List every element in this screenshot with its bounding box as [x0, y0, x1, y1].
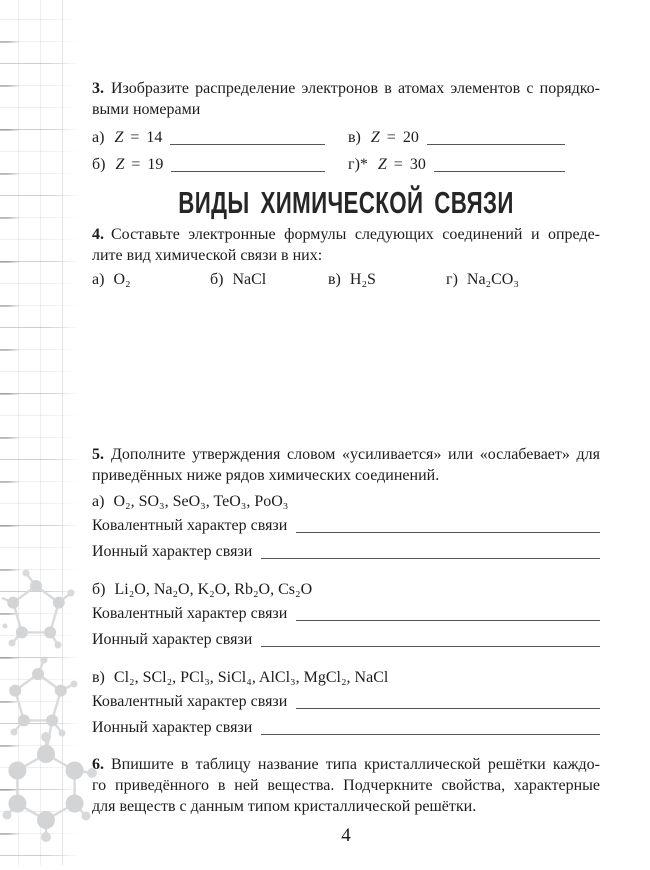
answer-blank-line: [171, 171, 325, 172]
section-heading: [92, 185, 600, 220]
covalent-row: [92, 601, 600, 627]
ionic-row: [92, 539, 600, 565]
ionic-row: [92, 715, 600, 741]
exercise-4-paragraph-line-2: лите вид химической связи в них:: [92, 247, 323, 264]
exercise-3-number: 3.: [92, 80, 104, 97]
exercise-4-text-1: Составьте электронные формулы следующих соединений и опреде-: [111, 226, 600, 243]
equals-sign: =: [130, 129, 140, 146]
z-value: 20: [402, 129, 419, 146]
writing-space: [92, 292, 600, 444]
item-label: а): [92, 129, 105, 146]
chemical-formula-list: Li₂O, Na₂O, K₂O, Rb₂O, Cs₂O: [114, 581, 313, 598]
z-value: 19: [147, 156, 164, 173]
ionic-row: [92, 627, 600, 653]
z-item-a: [92, 124, 325, 151]
z-symbol: Z: [370, 129, 380, 146]
item-label: а): [92, 493, 105, 510]
chemical-formula: O₂: [113, 271, 131, 288]
ionic-label: Ионный характер связи: [92, 719, 253, 736]
chemical-formula-list: Cl₂, SCl₂, PCl₃, SiCl₄, AlCl₃, MgCl₂, NaCl: [113, 669, 389, 686]
exercise-3-paragraph-line-1: [92, 78, 600, 99]
exercise-3-items: [92, 124, 600, 178]
exercise-6: [92, 754, 600, 817]
exercise-4-compounds: [92, 268, 600, 292]
exercise-6-paragraph-line-2: го приведённого в ней вещества. Подчеркните свойства, характерные: [92, 777, 600, 794]
compound-series: [92, 490, 600, 513]
item-label: а): [92, 271, 105, 288]
exercise-4: [92, 224, 600, 292]
equals-sign: =: [386, 129, 396, 146]
answer-blank-line: [296, 708, 600, 709]
z-row-2: [92, 151, 600, 178]
compound-series: [92, 666, 600, 689]
equals-sign: =: [131, 156, 141, 173]
z-symbol: Z: [115, 156, 125, 173]
item-label: г)*: [348, 156, 368, 173]
item-label: г): [446, 271, 458, 288]
exercise-4-paragraph-line-1: [92, 224, 600, 245]
exercise-6-paragraph-line-3: для веществ с данным типом кристаллической решётки.: [92, 798, 477, 815]
exercise-5-part-v: [92, 666, 600, 741]
exercise-3-text-1: Изобразите распределение электронов в атомах элементов с порядко-: [111, 80, 600, 97]
exercise-5-text-1: Дополните утверждения словом «усиливается» или «ослабевает» для: [111, 446, 600, 463]
z-item-v: [348, 124, 565, 151]
chemical-formula-list: O₂, SO₃, SeO₃, TeO₃, PoO₃: [113, 493, 289, 510]
compound-item-g: [446, 268, 519, 292]
ionic-label: Ионный характер связи: [92, 631, 253, 648]
z-value: 14: [146, 129, 163, 146]
compound-series: [92, 578, 600, 601]
equals-sign: =: [393, 156, 403, 173]
exercise-3: [92, 78, 600, 178]
answer-blank-line: [261, 558, 600, 559]
chemical-formula: NaCl: [232, 271, 267, 288]
exercise-5-paragraph-line-2: приведённых ниже рядов химических соединений.: [92, 467, 440, 484]
compound-item-a: [92, 268, 210, 292]
answer-blank-line: [261, 646, 600, 647]
answer-blank-line: [434, 171, 565, 172]
covalent-label: Ковалентный характер связи: [92, 517, 288, 534]
answer-blank-line: [427, 144, 565, 145]
answer-blank-line: [296, 620, 600, 621]
page-content: [92, 0, 600, 847]
section-heading-text: ВИДЫ ХИМИЧЕСКОЙ СВЯЗИ: [178, 185, 514, 220]
exercise-5-number: 5.: [92, 446, 104, 463]
covalent-row: [92, 513, 600, 539]
z-symbol: Z: [377, 156, 387, 173]
page-number: 4: [341, 825, 351, 846]
z-value: 30: [409, 156, 426, 173]
item-label: в): [328, 271, 341, 288]
covalent-label: Ковалентный характер связи: [92, 693, 288, 710]
covalent-row: [92, 689, 600, 715]
item-label: в): [348, 129, 361, 146]
exercise-5-paragraph-line-1: [92, 444, 600, 465]
chemical-formula: Na₂CO₃: [466, 271, 519, 288]
exercise-5-part-a: [92, 490, 600, 565]
exercise-4-number: 4.: [92, 226, 104, 243]
z-item-g: [348, 151, 565, 178]
item-label: в): [92, 669, 105, 686]
covalent-label: Ковалентный характер связи: [92, 605, 288, 622]
ionic-label: Ионный характер связи: [92, 543, 253, 560]
exercise-6-number: 6.: [92, 756, 104, 773]
answer-blank-line: [296, 532, 600, 533]
chemical-formula: H₂S: [349, 271, 376, 288]
compound-item-b: [210, 268, 328, 292]
answer-blank-line: [261, 734, 600, 735]
item-label: б): [210, 271, 224, 288]
answer-blank-line: [170, 144, 325, 145]
exercise-5: [92, 444, 600, 741]
exercise-6-paragraph-line-1: [92, 754, 600, 775]
exercise-3-paragraph-line-2: выми номерами: [92, 101, 201, 118]
z-item-b: [92, 151, 325, 178]
exercise-5-part-b: [92, 578, 600, 653]
exercise-6-text-1: Впишите в таблицу название типа кристаллической решётки каждо-: [111, 756, 600, 773]
z-row-1: [92, 124, 600, 151]
z-symbol: Z: [114, 129, 124, 146]
item-label: б): [92, 156, 106, 173]
molecule-decoration-icon: [0, 540, 100, 870]
compound-item-v: [328, 268, 446, 292]
item-label: б): [92, 581, 106, 598]
